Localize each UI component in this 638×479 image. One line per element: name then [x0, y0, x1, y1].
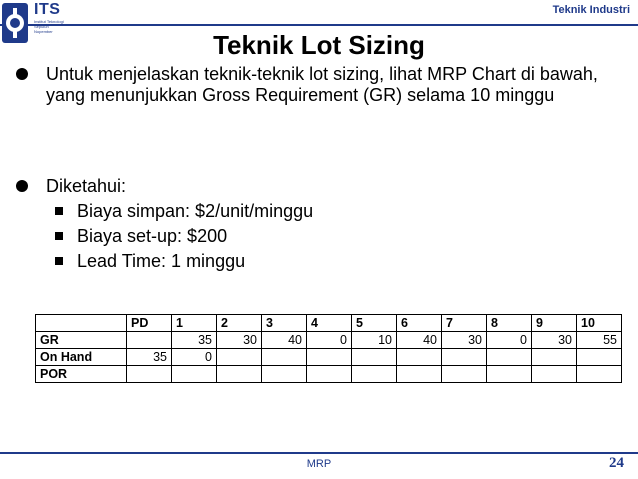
- table-row-por: [36, 366, 622, 383]
- table-cell: [577, 366, 622, 383]
- sub-bullet-text: Biaya simpan: $2/unit/minggu: [77, 201, 314, 221]
- bullet-dot-icon: [16, 68, 28, 80]
- table-cell: 30: [442, 332, 487, 349]
- table-header-cell: 5: [352, 315, 397, 332]
- slide-title: Teknik Lot Sizing: [213, 30, 425, 60]
- footer-rule: [0, 452, 638, 454]
- table-header-row: [36, 315, 622, 332]
- table-header-cell: 10: [577, 315, 622, 332]
- table-header-cell: 2: [217, 315, 262, 332]
- table-cell: 55: [577, 332, 622, 349]
- table-cell: [172, 366, 217, 383]
- table-header-cell: 9: [532, 315, 577, 332]
- table-cell: [217, 366, 262, 383]
- logo-subtext: Institut Teknologi Sepuluh Nopember: [34, 19, 64, 34]
- table-cell: 35: [172, 332, 217, 349]
- table-cell: [487, 366, 532, 383]
- bullet-dot-icon: [16, 180, 28, 192]
- table-cell: [127, 366, 172, 383]
- square-bullet-icon: [55, 207, 63, 215]
- mrp-table: [35, 314, 622, 383]
- sub-bullet-text: Biaya set-up: $200: [77, 226, 228, 246]
- table-cell: 40: [397, 332, 442, 349]
- table-cell: [262, 366, 307, 383]
- header-rule: [0, 24, 638, 26]
- table-cell: [262, 349, 307, 366]
- footer-label: MRP: [306, 458, 332, 470]
- table-cell: 40: [262, 332, 307, 349]
- table-header-cell: 1: [172, 315, 217, 332]
- table-cell: [217, 349, 262, 366]
- table-header-cell: PD: [127, 315, 172, 332]
- table-cell: 35: [127, 349, 172, 366]
- table-header-cell: 7: [442, 315, 487, 332]
- square-bullet-icon: [55, 232, 63, 240]
- header-department: Teknik Industri: [552, 4, 630, 16]
- row-label: POR: [36, 366, 127, 383]
- table-row-gr: [36, 332, 622, 349]
- row-label: On Hand: [36, 349, 127, 366]
- table-cell: [352, 366, 397, 383]
- table-cell: [397, 349, 442, 366]
- bullet-intro-text: Untuk menjelaskan teknik-teknik lot sizing, lihat MRP Chart di bawah, yang menunjukkan Gross Requirement (GR) selama 10 minggu: [46, 64, 598, 105]
- table-header-cell: [36, 315, 127, 332]
- table-header-cell: 8: [487, 315, 532, 332]
- table-header-cell: 3: [262, 315, 307, 332]
- table-cell: 0: [487, 332, 532, 349]
- table-cell: [352, 349, 397, 366]
- table-cell: 30: [532, 332, 577, 349]
- table-cell: [442, 366, 487, 383]
- table-row-on-hand: [36, 349, 622, 366]
- table-cell: [577, 349, 622, 366]
- table-cell: [442, 349, 487, 366]
- table-cell: 0: [172, 349, 217, 366]
- table-cell: 30: [217, 332, 262, 349]
- bullet-given-text: Diketahui:: [46, 176, 127, 196]
- table-cell: [532, 366, 577, 383]
- table-cell: [127, 332, 172, 349]
- table-cell: [487, 349, 532, 366]
- row-label: GR: [36, 332, 127, 349]
- page-number: 24: [609, 455, 624, 471]
- square-bullet-icon: [55, 257, 63, 265]
- table-cell: [532, 349, 577, 366]
- table-header-cell: 6: [397, 315, 442, 332]
- sub-bullet-text: Lead Time: 1 minggu: [77, 251, 246, 271]
- table-cell: [307, 366, 352, 383]
- logo-its-text: ITS: [34, 1, 61, 18]
- table-header-cell: 4: [307, 315, 352, 332]
- table-cell: [397, 366, 442, 383]
- table-cell: 0: [307, 332, 352, 349]
- table-cell: [307, 349, 352, 366]
- table-cell: 10: [352, 332, 397, 349]
